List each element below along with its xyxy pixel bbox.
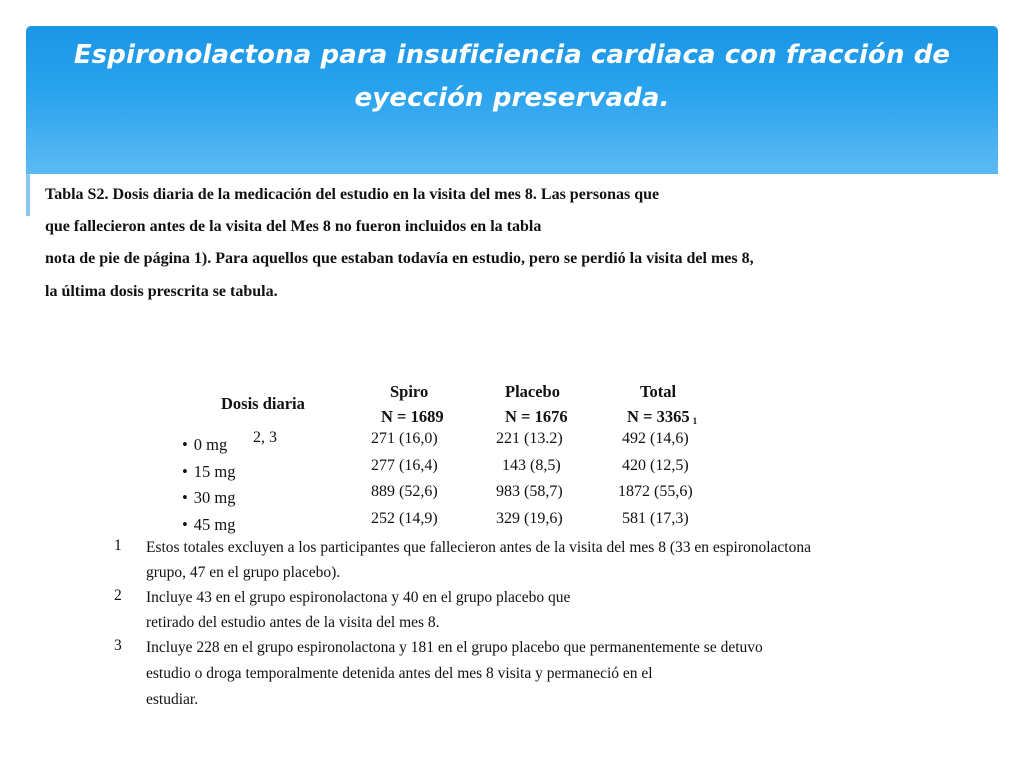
footnote-mark-1: 1 xyxy=(692,416,698,426)
col-header-spiro: Spiro xyxy=(390,382,429,401)
caption-line-4: la última dosis prescrita se tabula. xyxy=(45,283,278,300)
footnote-2-line-2: retirado del estudio antes de la visita del mes 8. xyxy=(146,614,440,631)
col-n-spiro: N = 1689 xyxy=(381,407,444,426)
cell-total-30mg: 1872 (55,6) xyxy=(618,483,693,500)
row-label-15mg: • 15 mg xyxy=(182,462,236,481)
slide-title-line-1: Espironolactona para insuficiencia cardiaca con fracción de xyxy=(73,40,951,70)
footnote-1-line-2: grupo, 47 en el grupo placebo). xyxy=(146,564,341,581)
bullet: • xyxy=(182,488,188,507)
cell-spiro-15mg: 277 (16,4) xyxy=(371,457,438,474)
row-label-0mg: • 0 mg xyxy=(182,435,228,454)
bullet: • xyxy=(182,435,188,454)
cell-placebo-15mg: 143 (8,5) xyxy=(502,457,561,474)
cell-placebo-0mg: 221 (13.2) xyxy=(496,430,563,447)
col-n-total: N = 3365 $^1$ xyxy=(627,407,698,426)
footnote-1-line-1: Estos totales excluyen a los participantes que fallecieron antes de la visita del mes 8 (33 en espironolactona xyxy=(146,539,811,556)
cell-total-0mg: 492 (14,6) xyxy=(622,430,689,447)
cell-spiro-45mg: 252 (14,9) xyxy=(371,510,438,527)
bullet: • xyxy=(182,515,188,534)
footnote-3-line-1: Incluye 228 en el grupo espironolactona y 181 en el grupo placebo que permanentemente se detuvo xyxy=(146,639,763,656)
row-header: Dosis diaria xyxy=(221,394,305,413)
caption-line-3: nota de pie de página 1). Para aquellos que estaban todavía en estudio, pero se perdió la visita del mes 8, xyxy=(45,250,754,267)
caption-line-1: Tabla S2. Dosis diaria de la medicación del estudio en la visita del mes 8. Las personas que xyxy=(45,186,660,203)
footnote-3-line-3: estudiar. xyxy=(146,691,199,708)
slide-title-line-2: eyección preservada. xyxy=(354,83,670,113)
footnote-number-2: 2 xyxy=(114,587,122,604)
col-header-total: Total xyxy=(640,382,677,401)
col-header-placebo: Placebo xyxy=(505,382,560,401)
cell-spiro-30mg: 889 (52,6) xyxy=(371,483,438,500)
footnote-2-line-1: Incluye 43 en el grupo espironolactona y 40 en el grupo placebo que xyxy=(146,589,571,606)
row-header-note: 2, 3 xyxy=(253,429,277,446)
caption-line-2: que fallecieron antes de la visita del Mes 8 no fueron incluidos en la tabla xyxy=(45,218,542,235)
cell-placebo-30mg: 983 (58,7) xyxy=(496,483,563,500)
footnote-number-1: 1 xyxy=(114,537,122,554)
footnote-3-line-2: estudio o droga temporalmente detenida antes del mes 8 visita y permaneció en el xyxy=(146,665,653,682)
slide-title xyxy=(26,34,998,120)
banner-edge-accent xyxy=(26,174,30,216)
cell-spiro-0mg: 271 (16,0) xyxy=(371,430,438,447)
cell-placebo-45mg: 329 (19,6) xyxy=(496,510,563,527)
cell-total-15mg: 420 (12,5) xyxy=(622,457,689,474)
row-label-30mg: • 30 mg xyxy=(182,488,236,507)
footnote-number-3: 3 xyxy=(114,637,122,654)
col-n-placebo: N = 1676 xyxy=(505,407,568,426)
row-label-45mg: • 45 mg xyxy=(182,515,236,534)
bullet: • xyxy=(182,462,188,481)
cell-total-45mg: 581 (17,3) xyxy=(622,510,689,527)
